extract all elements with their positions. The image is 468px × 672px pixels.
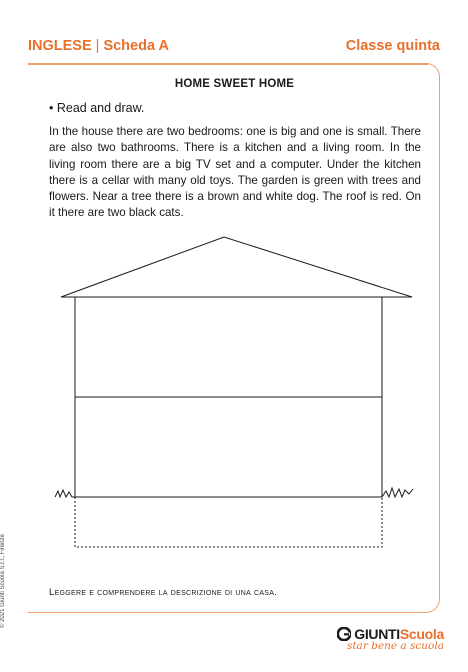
sheet-label: Scheda A xyxy=(103,38,169,54)
grass-right-icon xyxy=(382,488,413,497)
subject-label: INGLESE xyxy=(28,38,92,54)
brand-tagline: star bene a scuola xyxy=(346,640,444,652)
cellar-dashed-outline xyxy=(75,497,382,547)
reading-paragraph: In the house there are two bedrooms: one is big and one is small. There are also two bathrooms. There is a kitchen and a living room. In the living room there are a big TV set and a computer. Under the kitchen there is a cellar with many old toys. The garden is green with trees and flowers. Near a tree there is a brown and white dog. The roof is red. On it there are two black cats. xyxy=(49,125,421,220)
publisher-brand xyxy=(337,626,444,652)
grade-label: Classe quinta xyxy=(345,38,440,54)
worksheet-instruction: • Read and draw. xyxy=(49,101,145,115)
house-roof xyxy=(61,237,412,297)
brand-name-accent: Scuola xyxy=(399,626,444,642)
worksheet-title: HOME SWEET HOME xyxy=(174,78,295,90)
copyright-notice: © 2021 Giunti Scuola S.r.l., Firenze xyxy=(0,534,6,628)
header-separator: | xyxy=(95,38,100,54)
giunti-g-logo-icon xyxy=(337,627,351,641)
brand-name-main: GIUNTI xyxy=(354,626,400,642)
learning-objective: Leggere e comprendere la descrizione di una casa. xyxy=(49,587,278,598)
grass-left-icon xyxy=(55,490,75,497)
